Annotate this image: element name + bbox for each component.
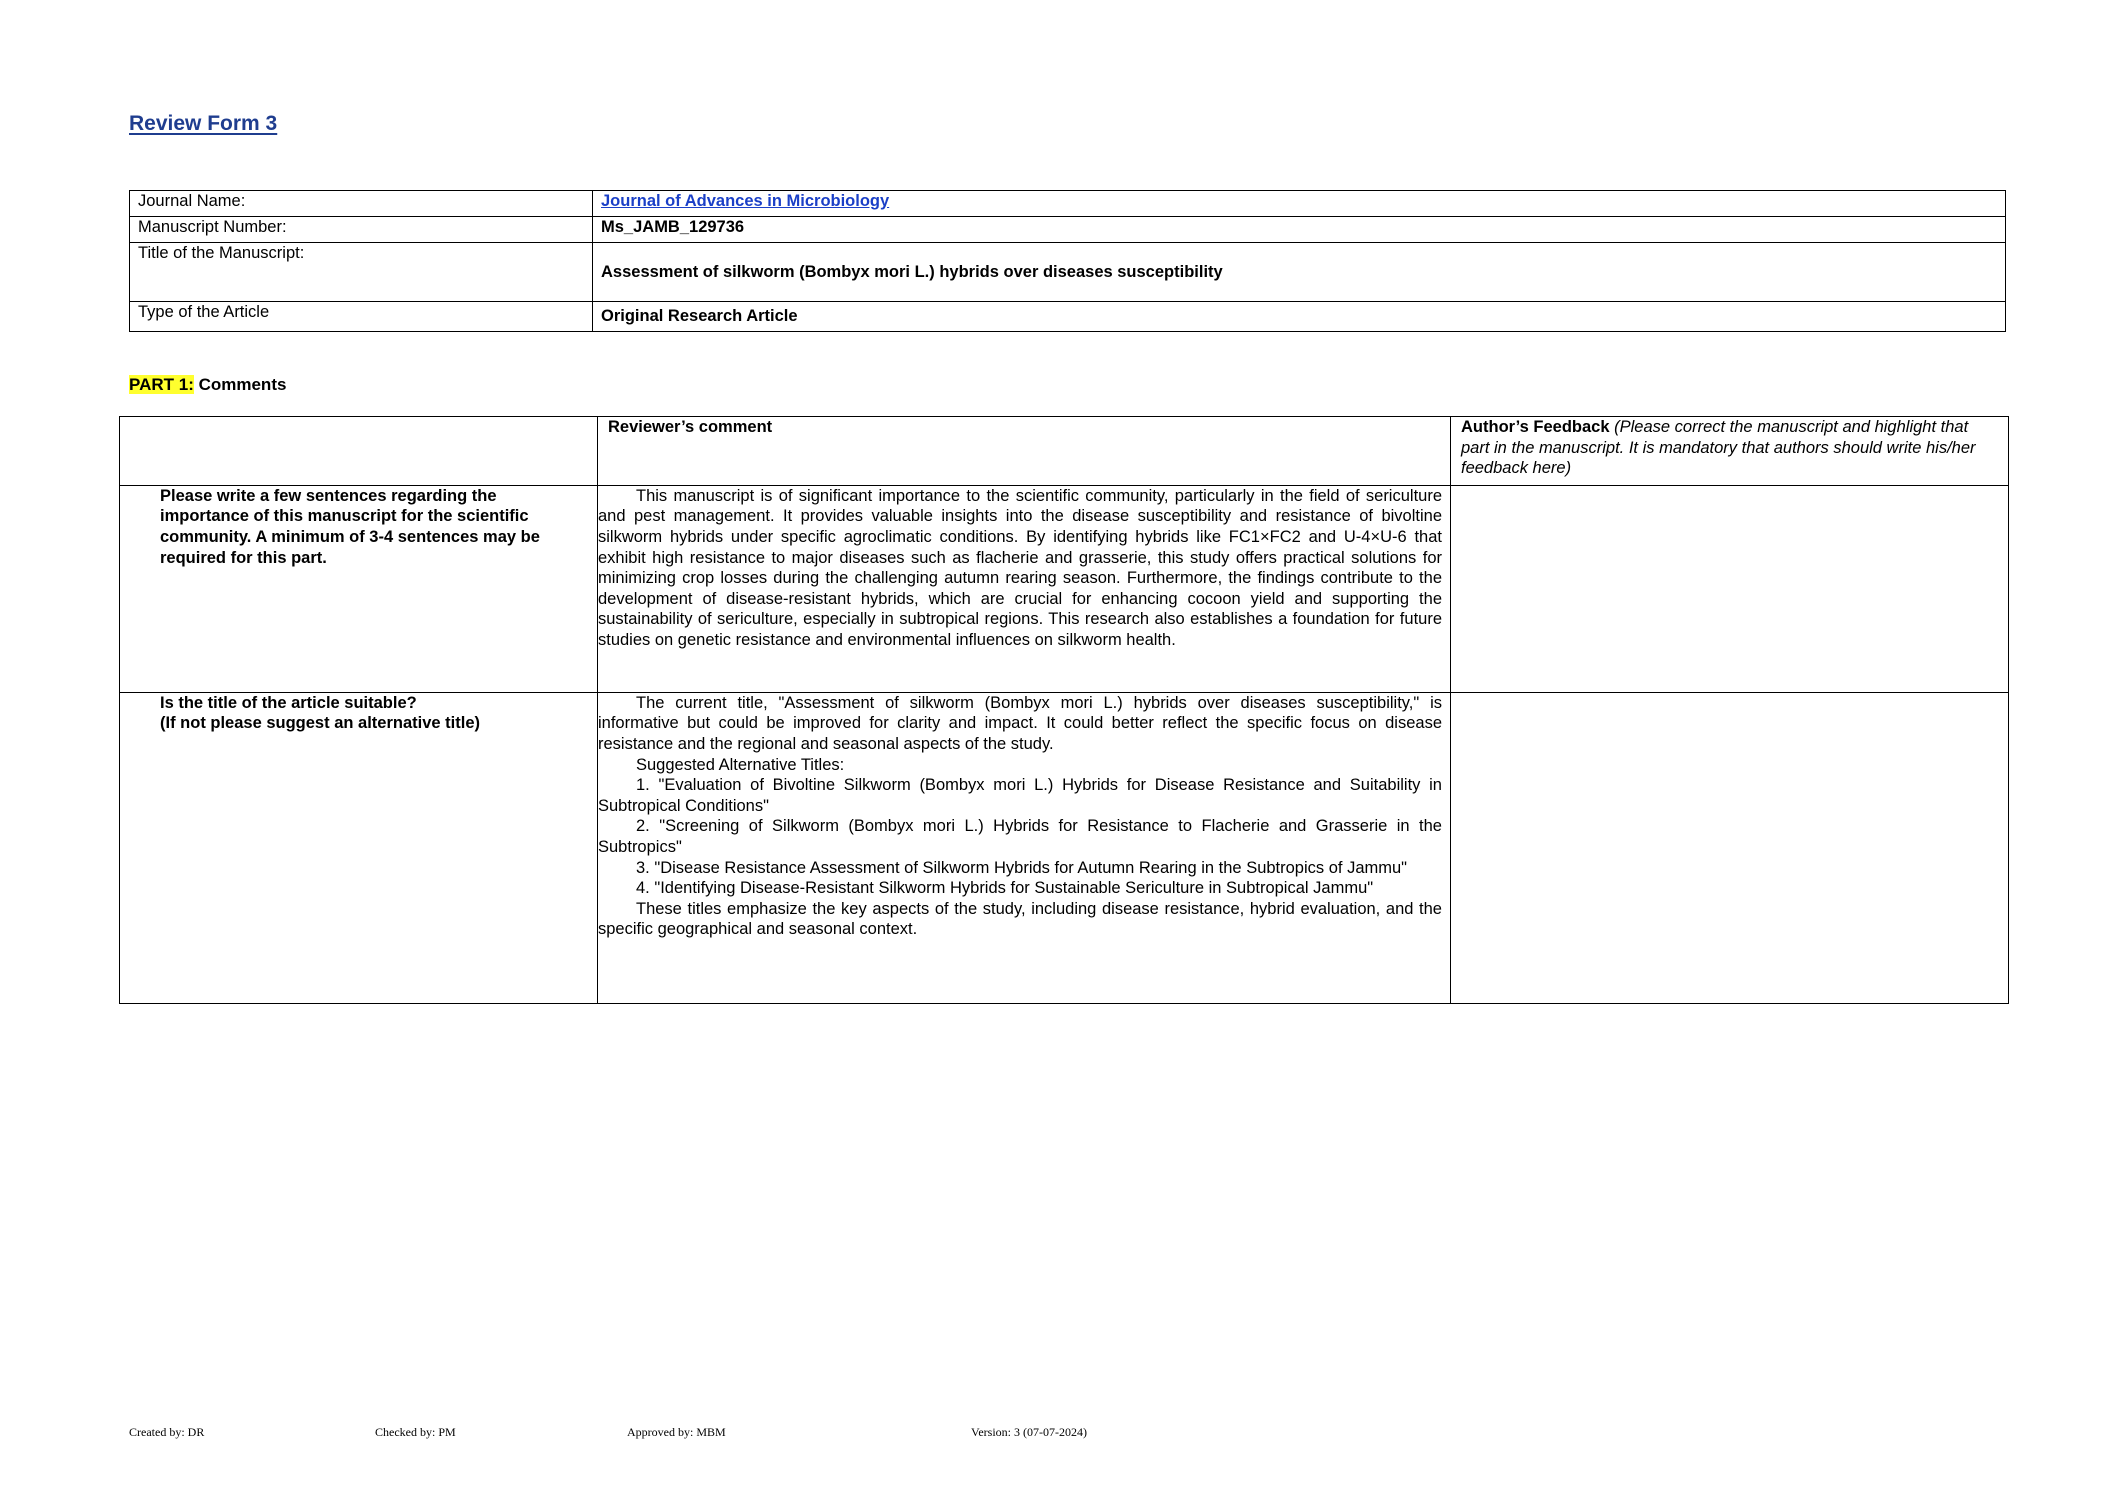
footer-checked: Checked by: PM <box>375 1425 456 1439</box>
footer-created: Created by: DR <box>129 1425 205 1439</box>
journal-name-label: Journal Name: <box>130 191 593 217</box>
article-type-label: Type of the Article <box>130 302 593 332</box>
suggested-title-item: 4. "Identifying Disease-Resistant Silkworm Hybrids for Sustainable Sericulture in Subtropical Jammu" <box>636 879 1374 898</box>
part1-highlight: PART 1: <box>129 375 194 394</box>
header-empty-cell <box>120 417 598 486</box>
comment-paragraph: Suggested Alternative Titles: <box>636 755 845 774</box>
comments-table <box>119 416 2009 1004</box>
author-feedback-header <box>1451 417 2009 486</box>
table-row <box>130 217 2006 243</box>
header-row <box>120 417 2009 486</box>
author-feedback-field[interactable] <box>1451 692 2009 1003</box>
comment-paragraph: This manuscript is of significant importance to the scientific community, particularly in the field of sericulture and pest management. It provides valuable insights into the disease susceptibility and resistance of bivoltine silkworm hybrids under specific agroclimatic conditions. By identifying hybrids like FC1×FC2 and U-4×U-6 that exhibit high resistance to major diseases such as flacherie and grasserie, this study offers practical solutions for minimizing crop losses during the challenging autumn rearing season. Furthermore, the findings contribute to the development of disease-resistant hybrids, which are crucial for enhancing cocoon yield and supporting the sustainability of sericulture, especially in subtropical regions. This research also establishes a foundation for future studies on genetic resistance and environmental influences on silkworm health. <box>598 486 1442 649</box>
suggested-title-item: 2. "Screening of Silkworm (Bombyx mori L.) Hybrids for Resistance to Flacherie and Grasserie in the Subtropics" <box>598 817 1442 856</box>
table-row <box>130 302 2006 332</box>
manuscript-number-value: Ms_JAMB_129736 <box>593 217 2006 243</box>
table-row <box>130 191 2006 217</box>
reviewer-comment-title <box>598 692 1451 1003</box>
question-line: (If not please suggest an alternative title) <box>160 714 480 733</box>
form-title[interactable]: Review Form 3 <box>129 112 278 135</box>
part1-heading <box>129 375 286 395</box>
question-importance: Please write a few sentences regarding the importance of this manuscript for the scientific community. A minimum of 3-4 sentences may be required for this part. <box>120 485 598 692</box>
manuscript-info-table <box>129 190 2006 332</box>
table-row <box>120 485 2009 692</box>
table-row <box>120 692 2009 1003</box>
table-row <box>130 243 2006 302</box>
reviewer-comment-header: Reviewer’s comment <box>598 417 1451 486</box>
journal-link[interactable]: Journal of Advances in Microbiology <box>601 192 890 210</box>
part1-label: Comments <box>193 375 287 394</box>
question-title-suitability <box>120 692 598 1003</box>
manuscript-title-label: Title of the Manuscript: <box>130 243 593 302</box>
footer-version: Version: 3 (07-07-2024) <box>971 1425 1087 1439</box>
suggested-title-item: 1. "Evaluation of Bivoltine Silkworm (Bombyx mori L.) Hybrids for Disease Resistance and Suitability in Subtropical Conditions" <box>598 776 1442 815</box>
author-feedback-instructions: (Please correct the manuscript and highlight that part in the manuscript. It is mandatory that authors should write his/her feedback here) <box>1461 418 1976 478</box>
manuscript-number-label: Manuscript Number: <box>130 217 593 243</box>
comment-paragraph: These titles emphasize the key aspects of the study, including disease resistance, hybrid evaluation, and the specific geographical and seasonal context. <box>598 899 1442 939</box>
manuscript-title-value: Assessment of silkworm (Bombyx mori L.) hybrids over diseases susceptibility <box>593 243 2006 302</box>
comment-paragraph: The current title, "Assessment of silkworm (Bombyx mori L.) hybrids over diseases susceptibility," is informative but could be improved for clarity and impact. It could better reflect the specific focus on disease resistance and the regional and seasonal aspects of the study. <box>598 693 1442 753</box>
suggested-title-item: 3. "Disease Resistance Assessment of Silkworm Hybrids for Autumn Rearing in the Subtropics of Jammu" <box>636 858 1408 877</box>
author-feedback-title: Author’s Feedback <box>1461 418 1610 436</box>
article-type-value: Original Research Article <box>593 302 2006 332</box>
journal-name-value <box>593 191 2006 217</box>
author-feedback-field[interactable] <box>1451 485 2009 692</box>
question-line: Is the title of the article suitable? <box>160 693 417 712</box>
reviewer-comment-importance <box>598 485 1451 692</box>
footer-approved: Approved by: MBM <box>627 1425 726 1439</box>
